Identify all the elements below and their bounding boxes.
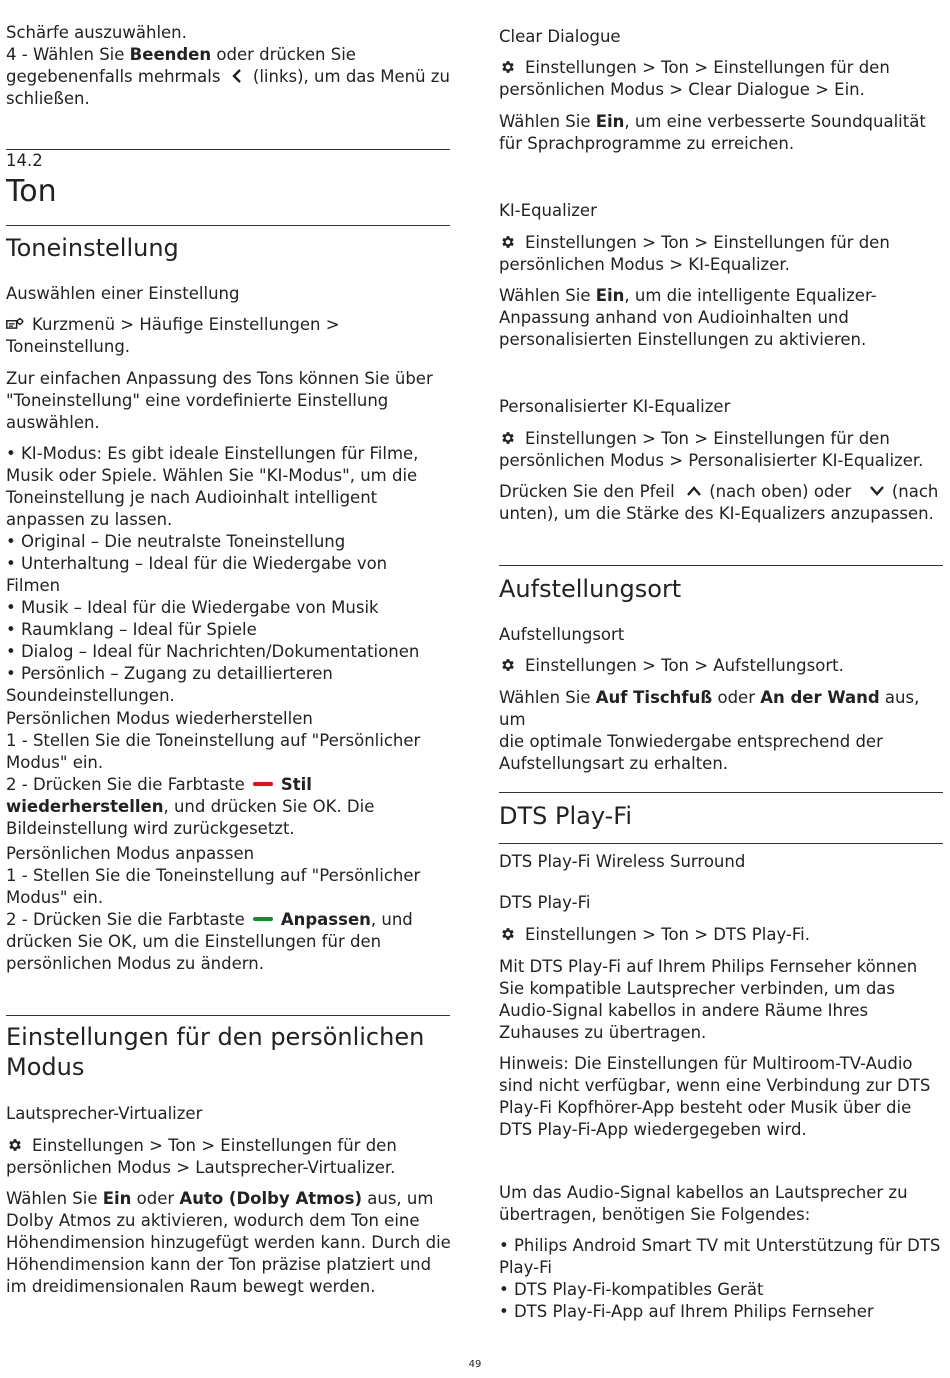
paragraph: sind nicht verfügbar, wenn eine Verbindung zur DTS [499, 1076, 931, 1095]
paragraph: die optimale Tonwiedergabe entsprechend der [499, 732, 883, 751]
paragraph: Play-Fi Kopfhörer-App besteht oder Musik über die [499, 1098, 912, 1117]
paragraph: Zuhauses zu übertragen. [499, 1023, 707, 1042]
menu-path: Einstellungen > Ton > Einstellungen für den [499, 428, 949, 450]
list-item: • DTS Play-Fi-kompatibles Gerät [499, 1280, 764, 1299]
gear-icon [6, 1137, 24, 1153]
paragraph: Höhendimension hinzugefügt werden kann. Durch die [6, 1233, 451, 1252]
subheading-wiederherstellen: Persönlichen Modus wiederherstellen [6, 709, 313, 728]
menu-path: persönlichen Modus > Lautsprecher-Virtualizer. [6, 1158, 396, 1177]
subheading-lautsprecher: Lautsprecher-Virtualizer [6, 1104, 203, 1123]
menu-path: Einstellungen > Ton > Einstellungen für den [499, 57, 943, 79]
paragraph: unten), um die Stärke des KI-Equalizers anzupassen. [499, 504, 934, 523]
paragraph: Hinweis: Die Einstellungen für Multiroom-TV-Audio [499, 1054, 913, 1073]
list-item: • Persönlich – Zugang zu detaillierteren [6, 664, 333, 683]
subheading-aufstellungsort: Aufstellungsort [499, 625, 625, 644]
subheading-personalisierter-ki-equalizer: Personalisierter KI-Equalizer [499, 397, 731, 416]
section-title: Ton [6, 174, 57, 209]
step: wiederherstellen, und drücken Sie OK. Die [6, 797, 375, 816]
gear-icon [499, 657, 517, 673]
paragraph: Sie kompatible Lautsprecher verbinden, um das [499, 979, 896, 998]
subheading-ki-equalizer: KI-Equalizer [499, 201, 597, 220]
step: persönlichen Modus zu ändern. [6, 954, 264, 973]
heading-einstellungen: Einstellungen für den persönlichen [6, 1023, 425, 1051]
step: Modus" ein. [6, 888, 104, 907]
paragraph: im dreidimensionalen Raum bewegt werden. [6, 1277, 376, 1296]
paragraph: personalisierten Einstellungen zu aktivieren. [499, 330, 867, 349]
heading-divider [499, 843, 943, 844]
intro-line: Schärfe auszuwählen. [6, 23, 187, 42]
menu-path: Einstellungen > Ton > Einstellungen für den [6, 1135, 450, 1157]
paragraph: für Sprachprogramme zu erreichen. [499, 134, 795, 153]
list-item: • KI-Modus: Es gibt ideale Einstellungen für Filme, [6, 444, 419, 463]
list-item: • Unterhaltung – Ideal für die Wiedergabe von [6, 554, 388, 573]
subheading-anpassen: Persönlichen Modus anpassen [6, 844, 255, 863]
list-item: • Musik – Ideal für die Wiedergabe von Musik [6, 598, 379, 617]
list-item: • DTS Play-Fi-App auf Ihrem Philips Fernseher [499, 1302, 874, 1321]
menu-path: persönlichen Modus > Clear Dialogue > Ein. [499, 80, 865, 99]
list-item: Play-Fi [499, 1258, 552, 1277]
subheading-dts-wireless-surround: DTS Play-Fi Wireless Surround [499, 852, 746, 871]
step: 1 - Stellen Sie die Toneinstellung auf "Persönlicher [6, 866, 421, 885]
paragraph: Wählen Sie Ein oder Auto (Dolby Atmos) aus, um [6, 1189, 434, 1208]
step: drücken Sie OK, um die Einstellungen für den [6, 932, 382, 951]
heading-einstellungen: Modus [6, 1053, 85, 1081]
menu-path: Kurzmenü > Häufige Einstellungen > [6, 314, 450, 336]
quick-menu-icon [6, 316, 24, 332]
paragraph: Anpassung anhand von Audioinhalten und [499, 308, 849, 327]
menu-path: Toneinstellung. [6, 337, 131, 356]
list-item: • Philips Android Smart TV mit Unterstützung für DTS [499, 1236, 941, 1255]
subheading-clear-dialogue: Clear Dialogue [499, 27, 621, 46]
paragraph: Dolby Atmos zu aktivieren, wodurch dem Ton eine [6, 1211, 420, 1230]
paragraph: Wählen Sie Ein, um die intelligente Equalizer- [499, 286, 877, 305]
intro-line: schließen. [6, 89, 90, 108]
paragraph: übertragen, benötigen Sie Folgendes: [499, 1205, 811, 1224]
list-item: Toneinstellung je nach Audioinhalt intelligent [6, 488, 378, 507]
section-divider [6, 149, 450, 150]
paragraph: Zur einfachen Anpassung des Tons können Sie über [6, 369, 433, 388]
section-number: 14.2 [6, 151, 43, 170]
step: Bildeinstellung wird zurückgesetzt. [6, 819, 295, 838]
chevron-down-icon [869, 485, 885, 497]
list-item: • Dialog – Ideal für Nachrichten/Dokumentationen [6, 642, 420, 661]
step: 2 - Drücken Sie die Farbtaste Stil [6, 775, 312, 794]
paragraph: Audio-Signal kabellos in andere Räume Ihres [499, 1001, 869, 1020]
paragraph: Mit DTS Play-Fi auf Ihrem Philips Fernseher können [499, 957, 918, 976]
step: 2 - Drücken Sie die Farbtaste Anpassen, und [6, 910, 413, 929]
heading-toneinstellung: Toneinstellung [6, 234, 179, 262]
gear-icon [499, 59, 517, 75]
paragraph: auswählen. [6, 413, 100, 432]
heading-divider [499, 565, 943, 566]
chevron-left-icon [230, 69, 246, 83]
list-item: Musik oder Spiele. Wählen Sie "KI-Modus", um die [6, 466, 418, 485]
green-key-icon [253, 917, 273, 921]
subheading-auswaehlen: Auswählen einer Einstellung [6, 284, 240, 303]
paragraph: Um das Audio-Signal kabellos an Lautsprecher zu [499, 1183, 908, 1202]
paragraph: DTS Play-Fi-App wiedergegeben wird. [499, 1120, 807, 1139]
menu-path: Einstellungen > Ton > Einstellungen für den [499, 232, 943, 254]
list-item: • Raumklang – Ideal für Spiele [6, 620, 257, 639]
gear-icon [499, 926, 517, 942]
step: Modus" ein. [6, 753, 104, 772]
gear-icon [499, 430, 517, 446]
menu-path: Einstellungen > Ton > Aufstellungsort. [499, 655, 844, 677]
heading-dts-play-fi: DTS Play-Fi [499, 802, 633, 830]
list-item: anpassen zu lassen. [6, 510, 173, 529]
paragraph: "Toneinstellung" eine vordefinierte Einstellung [6, 391, 389, 410]
heading-aufstellungsort: Aufstellungsort [499, 575, 682, 603]
heading-divider [6, 225, 450, 226]
menu-path: Einstellungen > Ton > DTS Play-Fi. [499, 924, 810, 946]
list-item: Soundeinstellungen. [6, 686, 175, 705]
list-item: • Original – Die neutralste Toneinstellung [6, 532, 346, 551]
step: 1 - Stellen Sie die Toneinstellung auf "Persönlicher [6, 731, 421, 750]
page-number: 49 [468, 1359, 482, 1370]
list-item: Filmen [6, 576, 61, 595]
heading-divider [6, 1015, 450, 1016]
menu-path: persönlichen Modus > Personalisierter KI-Equalizer. [499, 451, 924, 470]
paragraph: Wählen Sie Ein, um eine verbesserte Soundqualität [499, 112, 926, 131]
gear-icon [499, 234, 517, 250]
red-key-icon [253, 782, 273, 786]
heading-divider [499, 792, 943, 793]
intro-line: 4 - Wählen Sie Beenden oder drücken Sie [6, 45, 356, 64]
intro-line: gegebenenfalls mehrmals (links), um das Menü zu [6, 67, 450, 86]
paragraph: Aufstellungsart zu erhalten. [499, 754, 729, 773]
paragraph: Wählen Sie Auf Tischfuß oder An der Wand aus, um [499, 688, 920, 729]
chevron-up-icon [686, 485, 702, 497]
subheading-dts-play-fi: DTS Play-Fi [499, 893, 591, 912]
menu-path: persönlichen Modus > KI-Equalizer. [499, 255, 790, 274]
paragraph: Drücken Sie den Pfeil (nach oben) oder (nach [499, 482, 939, 501]
paragraph: Höhendimension kann der Ton präzise platziert und [6, 1255, 432, 1274]
